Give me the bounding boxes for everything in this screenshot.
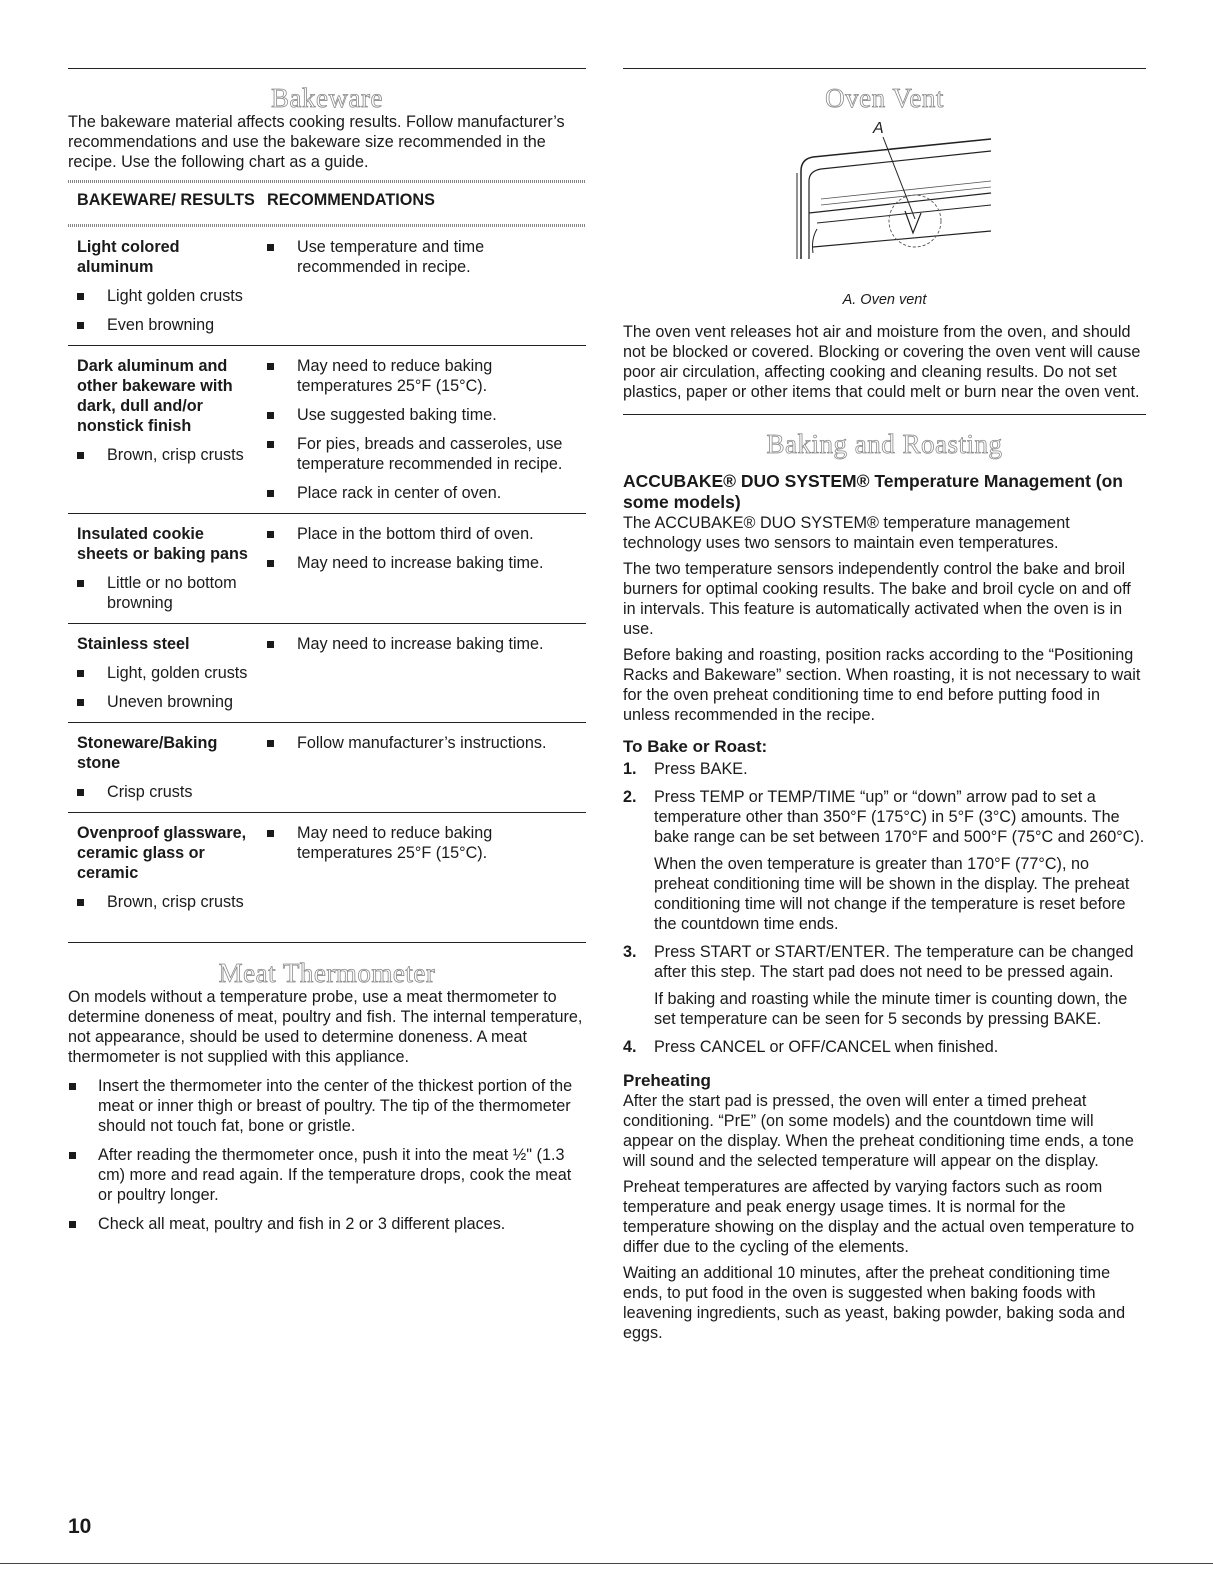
baking-roasting-title: Baking and Roasting <box>766 429 1003 459</box>
paragraph: After the start pad is pressed, the oven will enter a timed preheat conditioning. “PrE” (on some models) and the countdown time will appear on the display. When the preheat conditioning time ends, a tone will sound and the selected temperature will appear on the display. <box>623 1092 1134 1170</box>
step-text: Press CANCEL or OFF/CANCEL when finished. <box>654 1038 999 1056</box>
recommendation-item: Place in the bottom third of oven. <box>267 524 577 544</box>
recommendation-item: May need to increase baking time. <box>267 634 577 654</box>
oven-vent-caption: A. Oven vent <box>842 292 927 308</box>
step-text: Press BAKE. <box>654 760 748 778</box>
left-column <box>68 68 586 1234</box>
table-body <box>68 227 586 922</box>
result-item: Light, golden crusts <box>77 663 258 683</box>
step-number: 4. <box>623 1038 637 1056</box>
table-row <box>68 227 586 346</box>
recommendations-cell <box>267 237 577 335</box>
bakeware-title: Bakeware <box>271 83 383 113</box>
meat-thermometer-title: Meat Thermometer <box>218 958 436 988</box>
recommendation-item: Use temperature and time recommended in recipe. <box>267 237 577 277</box>
paragraph: The two temperature sensors independently control the bake and broil burners for optimal cooking results. The bake and broil cycle on and off in intervals. This feature is automatically activated when the oven is in use. <box>623 560 1131 638</box>
recommendation-item: May need to reduce baking temperatures 25°F (15°C). <box>267 823 577 863</box>
recommendations-cell <box>267 823 577 912</box>
material-name: Ovenproof glassware, ceramic glass or ceramic <box>77 824 247 882</box>
result-item: Crisp crusts <box>77 782 258 802</box>
bullet-item: Insert the thermometer into the center of the thickest portion of the meat or inner thigh or breast of poultry. The tip of the thermometer should not touch fat, bone or gristle. <box>68 1076 586 1136</box>
paragraph: Before baking and roasting, position racks according to the “Positioning Racks and Bakeware” section. When roasting, it is not necessary to wait for the oven preheat conditioning time to end before putting food in unless recommended in the recipe. <box>623 646 1141 724</box>
section-rule <box>623 414 1146 415</box>
step-text: Press TEMP or TEMP/TIME “up” or “down” arrow pad to set a temperature other than 350°F (175°C) in 5°F (3°C) amounts. The bake range can be set between 170°F and 500°F (75°C and 260°C). <box>654 788 1145 846</box>
recommendation-item: May need to increase baking time. <box>267 553 577 573</box>
recommendations-cell <box>267 524 577 613</box>
meat-thermometer-bullets <box>68 1076 586 1234</box>
step-item <box>623 1037 1146 1057</box>
bake-steps-list <box>623 759 1146 1057</box>
recommendations-cell <box>267 733 577 802</box>
page-bottom-rule <box>0 1563 1213 1564</box>
step-text: If baking and roasting while the minute timer is counting down, the set temperature can be seen for 5 seconds by pressing BAKE. <box>654 990 1128 1028</box>
step-item <box>623 787 1146 934</box>
step-item <box>623 759 1146 779</box>
recommendation-item: May need to reduce baking temperatures 25°F (15°C). <box>267 356 577 396</box>
right-column <box>623 68 1146 1349</box>
page-number: 10 <box>68 1515 92 1538</box>
oven-vent-text: The oven vent releases hot air and moisture from the oven, and should not be blocked or covered. Blocking or covering the oven vent will cause poor air circulation, affecting cooking and cleaning results. Do not set plastics, paper or other items that could melt or burn near the oven vent. <box>623 323 1141 401</box>
recommendations-cell <box>267 634 577 712</box>
recommendations-cell <box>267 356 577 503</box>
bakeware-cell <box>77 237 267 335</box>
paragraph: Waiting an additional 10 minutes, after the preheat conditioning time ends, to put food in the oven is suggested when baking foods with leavening ingredients, such as yeast, baking powder, baking soda and eggs. <box>623 1264 1126 1342</box>
oven-vent-title: Oven Vent <box>825 83 944 113</box>
material-name: Insulated cookie sheets or baking pans <box>77 525 248 563</box>
table-top-border <box>68 180 586 183</box>
oven-vent-figure <box>623 119 1146 294</box>
bullet-item: Check all meat, poultry and fish in 2 or 3 different places. <box>68 1214 586 1234</box>
paragraph: Preheat temperatures are affected by varying factors such as room temperature and peak energy usage times. It is normal for the temperature showing on the display and the actual oven temperature to differ due to the cycling of the elements. <box>623 1178 1135 1256</box>
material-name: Stoneware/Baking stone <box>77 734 218 772</box>
material-name: Dark aluminum and other bakeware with dark, dull and/or nonstick finish <box>77 357 233 435</box>
recommendation-item: For pies, breads and casseroles, use temperature recommended in recipe. <box>267 434 577 474</box>
table-header <box>68 183 586 224</box>
recommendation-item: Use suggested baking time. <box>267 405 577 425</box>
recommendation-item: Place rack in center of oven. <box>267 483 577 503</box>
section-rule <box>68 942 586 943</box>
bakeware-cell <box>77 356 267 503</box>
oven-vent-illustration <box>765 119 1005 289</box>
table-row <box>68 346 586 514</box>
figure-label: A <box>872 120 884 137</box>
to-bake-heading: To Bake or Roast: <box>623 737 768 756</box>
accubake-heading: ACCUBAKE® DUO SYSTEM® Temperature Management (on some models) <box>623 471 1123 512</box>
material-name: Stainless steel <box>77 635 190 653</box>
bakeware-cell <box>77 733 267 802</box>
table-row <box>68 813 586 922</box>
bakeware-intro: The bakeware material affects cooking results. Follow manufacturer’s recommendations and use the bakeware size recommended in the recipe. Use the following chart as a guide. <box>68 113 565 171</box>
step-number: 2. <box>623 788 637 806</box>
table-row <box>68 514 586 624</box>
recommendation-item: Follow manufacturer’s instructions. <box>267 733 577 753</box>
step-text: When the oven temperature is greater than 170°F (77°C), no preheat conditioning time will be shown in the display. The preheat conditioning time will not change if the temperature is reset before the countdown time ends. <box>654 855 1130 933</box>
step-item <box>623 942 1146 1029</box>
bakeware-table <box>68 180 586 922</box>
bullet-item: After reading the thermometer once, push it into the meat ½" (1.3 cm) more and read again. If the temperature drops, cook the meat or poultry longer. <box>68 1145 586 1205</box>
meat-thermometer-intro: On models without a temperature probe, use a meat thermometer to determine doneness of meat, poultry and fish. The internal temperature, not appearance, should be used to determine doneness. A meat thermometer is not supplied with this appliance. <box>68 988 583 1066</box>
header-bottom-border <box>68 224 586 227</box>
result-item: Light golden crusts <box>77 286 258 306</box>
material-name: Light colored aluminum <box>77 238 180 276</box>
step-number: 1. <box>623 760 637 778</box>
step-number: 3. <box>623 943 637 961</box>
result-item: Uneven browning <box>77 692 258 712</box>
bakeware-cell <box>77 823 267 912</box>
header-bakeware-results: BAKEWARE/ RESULTS <box>77 191 255 209</box>
result-item: Little or no bottom browning <box>77 573 258 613</box>
bakeware-cell <box>77 634 267 712</box>
section-rule <box>68 68 586 69</box>
paragraph: The ACCUBAKE® DUO SYSTEM® temperature management technology uses two sensors to maintain even temperatures. <box>623 514 1070 552</box>
step-text: Press START or START/ENTER. The temperature can be changed after this step. The start pad does not need to be pressed again. <box>654 943 1134 981</box>
section-rule <box>623 68 1146 69</box>
table-row <box>68 723 586 813</box>
header-recommendations: RECOMMENDATIONS <box>267 191 435 209</box>
bakeware-cell <box>77 524 267 613</box>
result-item: Brown, crisp crusts <box>77 892 258 912</box>
table-row <box>68 624 586 723</box>
result-item: Brown, crisp crusts <box>77 445 258 465</box>
preheating-heading: Preheating <box>623 1071 711 1090</box>
result-item: Even browning <box>77 315 258 335</box>
